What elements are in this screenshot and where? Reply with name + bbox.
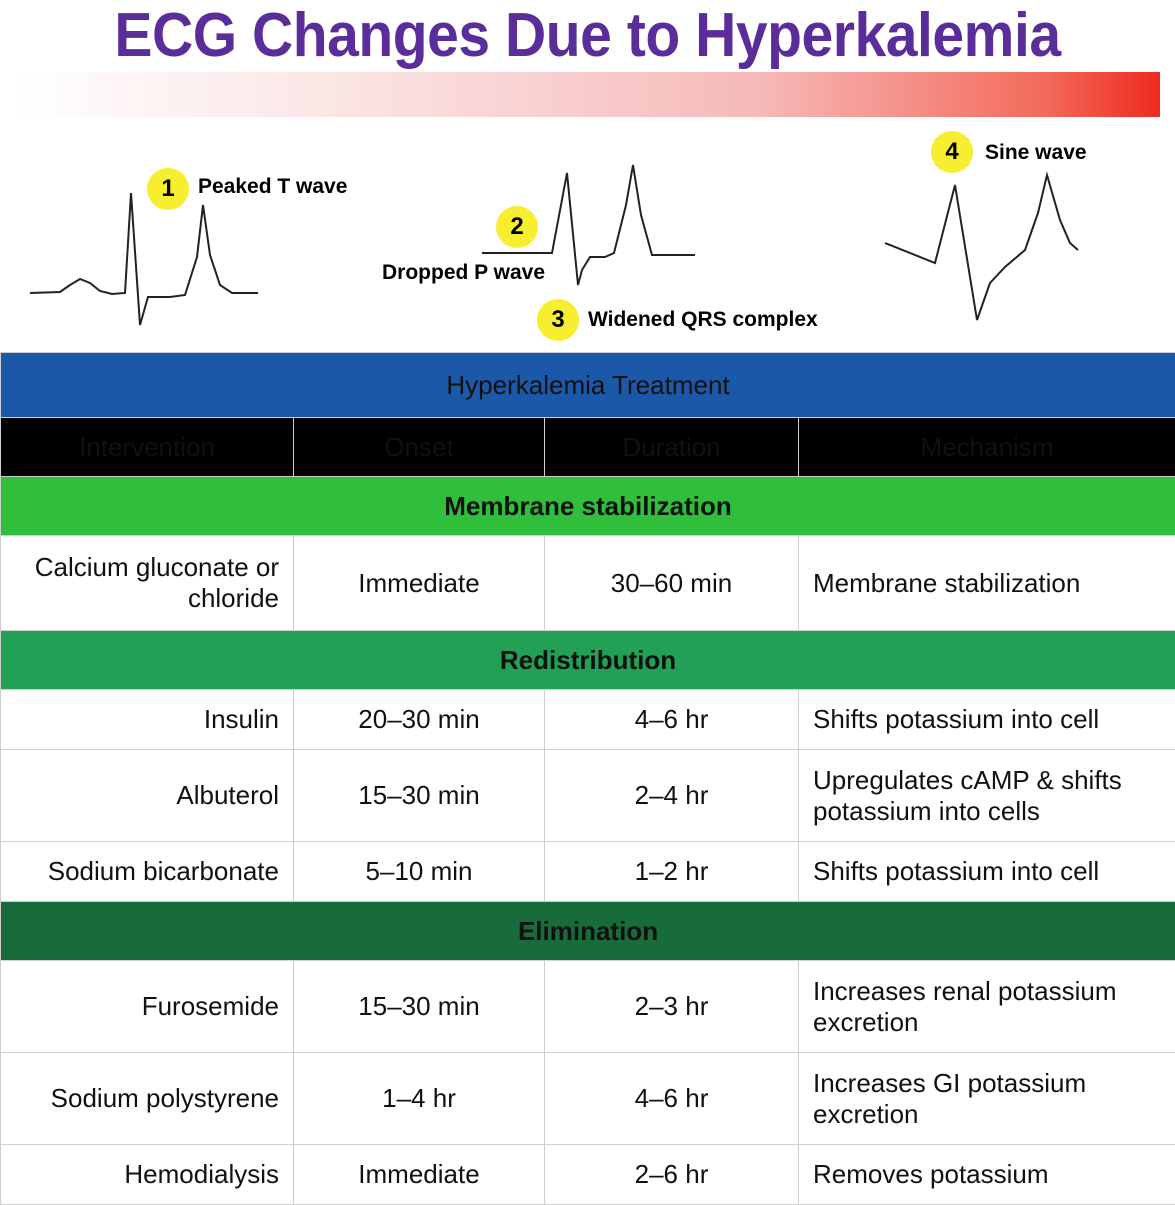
cell-intervention: Calcium gluconate or chloride — [1, 536, 294, 631]
cell-onset: 1–4 hr — [294, 1053, 545, 1145]
page-title: ECG Changes Due to Hyperkalemia — [47, 0, 1128, 72]
cell-duration: 2–6 hr — [545, 1145, 799, 1205]
cell-duration: 30–60 min — [545, 536, 799, 631]
table-header-row — [1, 418, 1175, 477]
cell-intervention: Sodium bicarbonate — [1, 842, 294, 902]
section-header-redistribution — [1, 631, 1175, 690]
ecg-badge-4: 4 — [931, 131, 973, 173]
column-header-duration: Duration — [545, 418, 799, 477]
ecg-badge-2: 2 — [496, 206, 538, 248]
cell-intervention: Insulin — [1, 690, 294, 750]
table-row — [1, 690, 1175, 750]
cell-duration: 2–4 hr — [545, 750, 799, 842]
table-row — [1, 750, 1175, 842]
section-header-elimination — [1, 902, 1175, 961]
section-title: Membrane stabilization — [1, 477, 1175, 536]
title-gradient-bar — [15, 72, 1160, 117]
cell-onset: 20–30 min — [294, 690, 545, 750]
cell-mechanism: Shifts potassium into cell — [799, 690, 1175, 750]
cell-intervention: Sodium polystyrene — [1, 1053, 294, 1145]
cell-onset: 15–30 min — [294, 750, 545, 842]
cell-intervention: Furosemide — [1, 961, 294, 1053]
ecg-badge-1: 1 — [147, 168, 189, 210]
ecg-trace-peaked-t — [30, 193, 258, 325]
section-title: Redistribution — [1, 631, 1175, 690]
cell-duration: 2–3 hr — [545, 961, 799, 1053]
cell-onset: Immediate — [294, 536, 545, 631]
cell-onset: 15–30 min — [294, 961, 545, 1053]
ecg-label-widened-qrs: Widened QRS complex — [588, 308, 818, 332]
cell-duration: 4–6 hr — [545, 1053, 799, 1145]
ecg-trace-sine — [885, 175, 1078, 320]
section-title: Elimination — [1, 902, 1175, 961]
cell-mechanism: Increases renal potassium excretion — [799, 961, 1175, 1053]
table-row — [1, 842, 1175, 902]
cell-mechanism: Shifts potassium into cell — [799, 842, 1175, 902]
table-title-row — [1, 353, 1175, 418]
table-row — [1, 1053, 1175, 1145]
table-row — [1, 536, 1175, 631]
section-header-membrane — [1, 477, 1175, 536]
cell-mechanism: Upregulates cAMP & shifts potassium into cells — [799, 750, 1175, 842]
table-row — [1, 1145, 1175, 1205]
column-header-intervention: Intervention — [1, 418, 294, 477]
ecg-badge-3: 3 — [537, 299, 579, 341]
column-header-onset: Onset — [294, 418, 545, 477]
cell-intervention: Albuterol — [1, 750, 294, 842]
ecg-label-dropped-p: Dropped P wave — [382, 261, 545, 285]
cell-duration: 4–6 hr — [545, 690, 799, 750]
cell-mechanism: Increases GI potassium excretion — [799, 1053, 1175, 1145]
cell-mechanism: Removes potassium — [799, 1145, 1175, 1205]
cell-mechanism: Membrane stabilization — [799, 536, 1175, 631]
column-header-mechanism: Mechanism — [799, 418, 1175, 477]
cell-duration: 1–2 hr — [545, 842, 799, 902]
ecg-diagram-area — [0, 125, 1175, 350]
treatment-table — [0, 352, 1175, 1205]
cell-onset: 5–10 min — [294, 842, 545, 902]
table-title: Hyperkalemia Treatment — [1, 353, 1175, 418]
table-row — [1, 961, 1175, 1053]
ecg-label-sine-wave: Sine wave — [985, 141, 1087, 165]
ecg-label-peaked-t: Peaked T wave — [198, 175, 347, 199]
cell-intervention: Hemodialysis — [1, 1145, 294, 1205]
cell-onset: Immediate — [294, 1145, 545, 1205]
